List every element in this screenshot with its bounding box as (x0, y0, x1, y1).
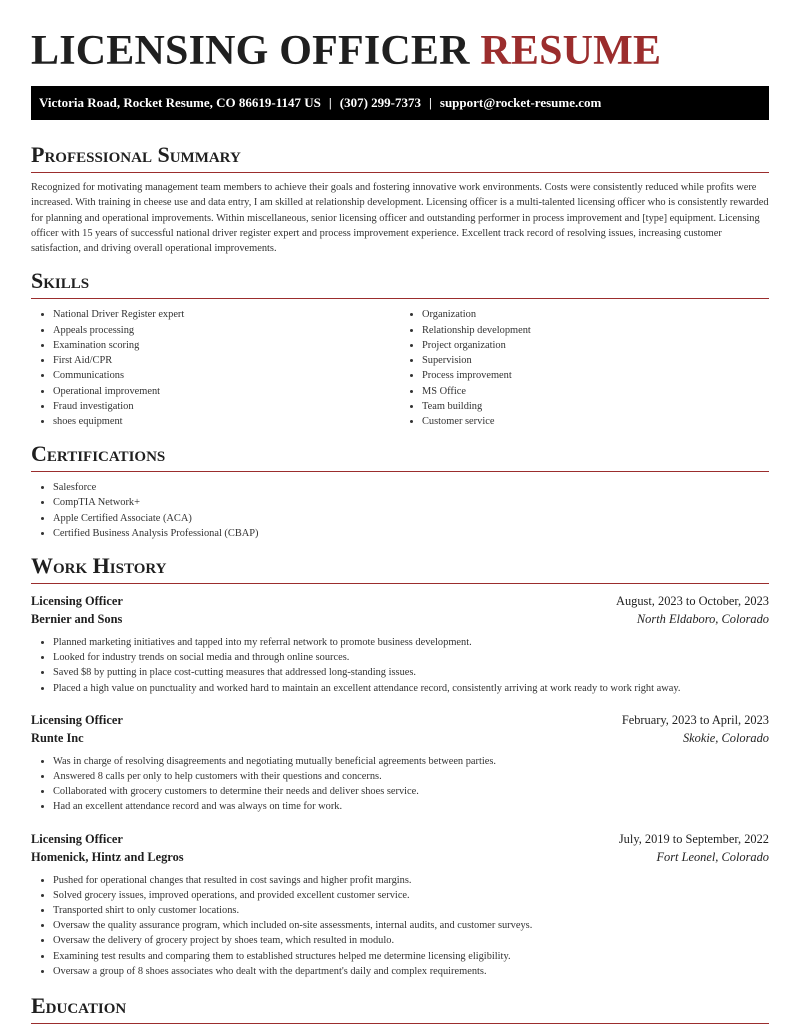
summary-heading: Professional Summary (31, 142, 241, 167)
job-company: Homenick, Hintz and Legros (31, 849, 184, 864)
job-entry (31, 592, 769, 696)
certification-item: • CompTIA Network+ (53, 495, 769, 510)
job-location: Skokie, Colorado (682, 730, 769, 745)
job-dates: July, 2019 to September, 2022 (618, 831, 769, 846)
job-location: North Eldaboro, Colorado (636, 611, 769, 626)
job-bullet: • Pushed for operational changes that resulted in cost savings and higher profit margins. (53, 873, 769, 888)
job-bullets (31, 635, 769, 696)
certifications-list (31, 480, 769, 541)
skill-item: • Team building (422, 399, 769, 414)
job-bullet: • Oversaw the delivery of grocery project by shoes team, which resulted in modulo. (53, 933, 769, 948)
job-bullet: • Was in charge of resolving disagreements and negotiating mutually beneficial agreements between parties. (53, 754, 769, 769)
job-bullet: • Planned marketing initiatives and tapped into my referral network to promote business development. (53, 635, 769, 650)
job-bullet: • Saved $8 by putting in place cost-cutting measures that addressed long-standing issues. (53, 665, 769, 680)
skill-item: • First Aid/CPR (53, 353, 400, 368)
job-company: Bernier and Sons (31, 611, 123, 626)
job-bullet: • Looked for industry trends on social media and through online sources. (53, 650, 769, 665)
skill-item: • Operational improvement (53, 384, 400, 399)
skills-columns (31, 307, 769, 429)
contact-email: support@rocket-resume.com (439, 95, 602, 110)
title-main: LICENSING OFFICER (31, 28, 470, 74)
section-divider (31, 1023, 769, 1024)
skill-item: • Supervision (422, 353, 769, 368)
skill-item: • National Driver Register expert (53, 307, 400, 322)
job-title: Licensing Officer (31, 831, 123, 846)
work-history-heading: Work History (31, 552, 167, 578)
job-location: Fort Leonel, Colorado (656, 849, 769, 864)
job-bullets (31, 754, 769, 815)
job-title: Licensing Officer (31, 712, 123, 727)
section-divider (31, 172, 769, 173)
education-heading: Education (31, 992, 127, 1018)
work-history-section (31, 553, 769, 979)
job-bullet: • Transported shirt to only customer locations. (53, 903, 769, 918)
skill-item: • Project organization (422, 338, 769, 353)
certification-item: • Salesforce (53, 480, 769, 495)
skill-item: • Appeals processing (53, 323, 400, 338)
job-entry (31, 830, 769, 979)
job-bullet: • Collaborated with grocery customers to determine their needs and deliver shoes service. (53, 784, 769, 799)
job-dates: August, 2023 to October, 2023 (616, 593, 769, 608)
skill-item: • Fraud investigation (53, 399, 400, 414)
skill-item: • Organization (422, 307, 769, 322)
job-entry (31, 711, 769, 815)
skill-item: • Relationship development (422, 323, 769, 338)
contact-bar (31, 86, 769, 120)
skill-item: • Communications (53, 368, 400, 383)
job-bullet: • Solved grocery issues, improved operations, and provided excellent customer service. (53, 888, 769, 903)
skills-list-left (31, 307, 400, 429)
certification-item: • Apple Certified Associate (ACA) (53, 511, 769, 526)
section-divider (31, 471, 769, 472)
skills-section (31, 268, 769, 429)
section-divider (31, 298, 769, 299)
certifications-heading: Certifications (31, 441, 166, 467)
job-bullet: • Examining test results and comparing them to established structures helped me determine licensing eligibility. (53, 949, 769, 964)
job-bullet: • Oversaw the quality assurance program, which included on-site assessments, internal audits, and customer surveys. (53, 918, 769, 933)
skill-item: • Examination scoring (53, 338, 400, 353)
contact-separator: | (429, 95, 432, 110)
contact-separator: | (328, 95, 332, 110)
job-dates: February, 2023 to April, 2023 (621, 712, 769, 727)
skills-heading: Skills (31, 268, 90, 294)
skill-item: • shoes equipment (53, 414, 400, 429)
certifications-section (31, 441, 769, 541)
skills-list-right (400, 307, 769, 429)
contact-address: Victoria Road, Rocket Resume, CO 86619-1147 US (39, 95, 321, 110)
job-bullet: • Had an excellent attendance record and was always on time for work. (53, 799, 769, 814)
certification-item: • Certified Business Analysis Professional (CBAP) (53, 526, 769, 541)
job-bullets (31, 873, 769, 979)
section-divider (31, 583, 769, 584)
job-title: Licensing Officer (31, 593, 123, 608)
contact-phone: (307) 299-7373 (339, 95, 422, 110)
title-accent: RESUME (480, 28, 662, 74)
job-bullet: • Placed a high value on punctuality and worked hard to maintain an excellent attendance record, consistently arriving at work ready to work right away. (53, 681, 769, 696)
job-bullet: • Oversaw a group of 8 shoes associates who dealt with the department's daily and complex requirements. (53, 964, 769, 979)
skill-item: • MS Office (422, 384, 769, 399)
skill-item: • Process improvement (422, 368, 769, 383)
summary-text: Recognized for motivating management team members to achieve their goals and fostering innovative work environments. Costs were consistently reduced while profits were increased. With training in cheese use and data entry, I am skilled at relationship development. Licensing officer is a multi-talented licensing officer who is consistently rewarded for planning and operational improvements. Within miscellaneous, senior licensing officer and outstanding performer in process improvement and [type] equipment. Licensing officer with 15 years of successful national driver register expert and process improvement experience. Excellent track record of resolving issues, increasing customer satisfaction, and driving overall operational improvements. (31, 182, 769, 255)
education-section (31, 993, 769, 1024)
job-bullet: • Answered 8 calls per only to help customers with their questions and concerns. (53, 769, 769, 784)
summary-section (31, 142, 769, 256)
resume-title (31, 0, 769, 75)
job-company: Runte Inc (31, 730, 84, 745)
skill-item: • Customer service (422, 414, 769, 429)
